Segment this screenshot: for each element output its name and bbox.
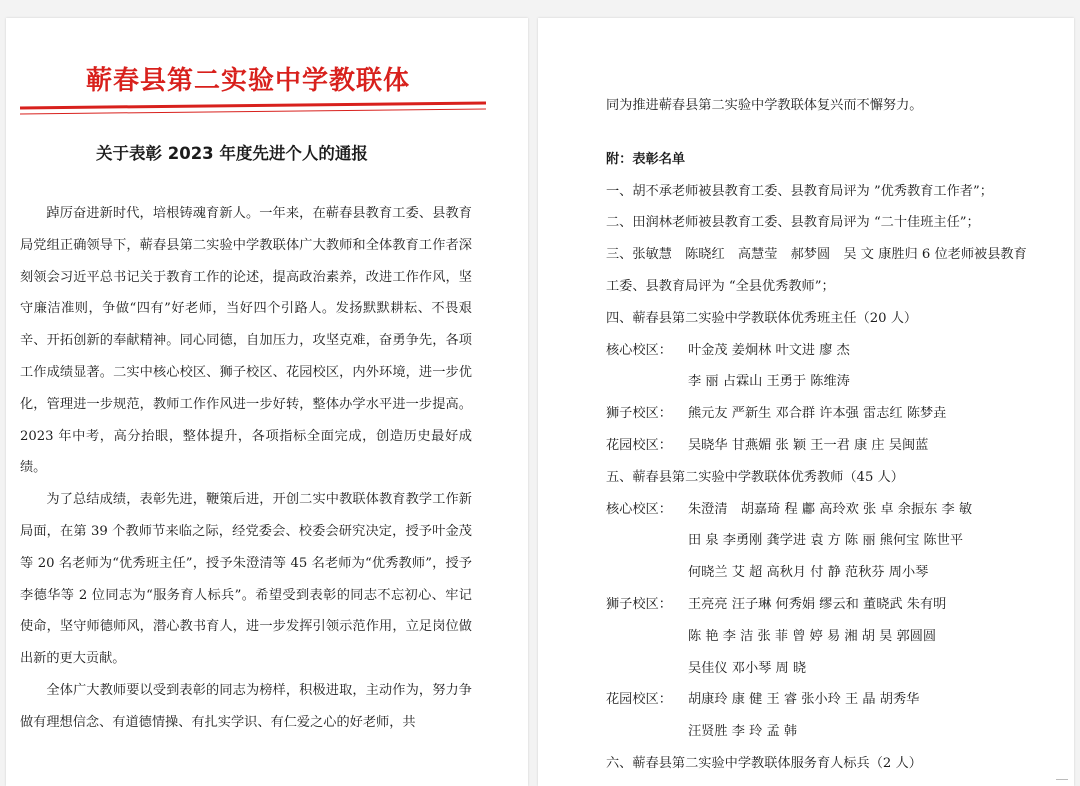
red-rule-thin xyxy=(20,109,486,115)
paragraph-3: 全体广大教师要以受到表彰的同志为榜样，积极进取，主动作为，努力争做有理想信念、有道德情操、有扎实学识、有仁爱之心的好老师，共 xyxy=(20,682,472,730)
campus-label: 狮子校区： xyxy=(606,596,672,612)
document-page-right xyxy=(538,18,1074,786)
item5-huayuan-campus xyxy=(606,684,1076,748)
name-line: 李 丽 占霖山 王勇于 陈维涛 xyxy=(688,374,850,390)
name-line: 王亮亮 汪子琳 何秀娟 缪云和 董晓武 朱有明 xyxy=(688,596,947,612)
item4-huayuan-campus xyxy=(606,430,1076,462)
name-line: 汪贤胜 李 玲 孟 韩 xyxy=(688,724,798,740)
name-line: 胡康玲 康 健 王 睿 张小玲 王 晶 胡秀华 xyxy=(688,692,920,708)
red-rule-thick xyxy=(20,102,486,110)
item4-core-campus xyxy=(606,335,1076,399)
award-item-3-line-1: 三、张敏慧 陈晓红 高慧莹 郝梦圆 吴 文 康胜归 6 位老师被县教育 xyxy=(606,247,1027,263)
name-line: 朱澄清 胡嘉琦 程 鄘 高玲欢 张 卓 余振东 李 敏 xyxy=(688,501,973,517)
name-list xyxy=(688,494,972,589)
document-page-left xyxy=(6,18,528,786)
item5-core-campus xyxy=(606,494,1076,589)
appendix-section xyxy=(606,90,1076,780)
name-list xyxy=(688,589,946,684)
item5-shizi-campus xyxy=(606,589,1076,684)
paragraph-2: 为了总结成绩，表彰先进，鞭策后进，开创二实中教联体教育教学工作新局面，在第 39 个教师节来临之际，经党委会、校委会研究决定，授予叶金茂等 20 名老师为“优秀班主任”，授予朱澄清等 45 名老师为“优秀教师”，授予李德华等 2 位同志为“服务育人标兵”。希望受到表彰的同志不忘初心、牢记使命，坚守师德师风，潜心教书育人，进一步发挥引领示范作用，立足岗位做出新的更大贡献。 xyxy=(20,492,472,667)
name-line: 田 泉 李勇刚 龚学进 袁 方 陈 丽 熊何宝 陈世平 xyxy=(688,533,964,549)
masthead: 蕲春县第二实验中学教联体 xyxy=(86,66,411,96)
name-list xyxy=(688,430,928,462)
campus-label: 花园校区： xyxy=(606,692,672,708)
award-item-4-heading: 四、蕲春县第二实验中学教联体优秀班主任（20 人） xyxy=(606,310,918,326)
award-item-6-heading: 六、蕲春县第二实验中学教联体服务育人标兵（2 人） xyxy=(606,755,922,771)
campus-label: 狮子校区： xyxy=(606,406,672,422)
document-body xyxy=(20,198,472,739)
name-list xyxy=(688,335,850,399)
item4-shizi-campus xyxy=(606,398,1076,430)
award-item-3-line-2: 工委、县教育局评为 “全县优秀教师”； xyxy=(606,278,835,294)
campus-label: 花园校区： xyxy=(606,437,672,453)
paragraph-1: 踔厉奋进新时代，培根铸魂育新人。一年来，在蕲春县教育工委、县教育局党组正确领导下，蕲春县第二实验中学教联体广大教师和全体教育工作者深刻领会习近平总书记关于教育工作的论述，提高政治素养，改进工作作风，坚守廉洁准则，争做“四有”好老师，当好四个引路人。发扬默默耕耘、不畏艰辛、开拓创新的奉献精神。同心同德，自加压力，攻坚克难，奋勇争先，各项工作成绩显著。二实中核心校区、狮子校区、花园校区，内外环境，进一步优化，管理进一步规范，教师工作作风进一步好转，整体办学水平进一步提高。2023 年中考，高分抬眼，整体提升，各项指标全面完成，创造历史最好成绩。 xyxy=(20,206,472,476)
name-line: 陈 艳 李 洁 张 菲 曾 婷 易 湘 胡 昊 郭圆圆 xyxy=(688,628,937,644)
award-item-2: 二、田润林老师被县教育工委、县教育局评为 “二十佳班主任”； xyxy=(606,215,980,231)
name-list xyxy=(688,684,919,748)
name-list xyxy=(688,398,946,430)
campus-label: 核心校区： xyxy=(606,501,672,517)
continuation-text: 同为推进蕲春县第二实验中学教联体复兴而不懈努力。 xyxy=(606,98,923,113)
name-line: 吴佳仪 邓小琴 周 晓 xyxy=(688,660,807,676)
name-line: 熊元友 严新生 邓合群 许本强 雷志红 陈梦垚 xyxy=(688,406,947,422)
campus-label: 核心校区： xyxy=(606,342,672,358)
award-item-5-heading: 五、蕲春县第二实验中学教联体优秀教师（45 人） xyxy=(606,469,904,485)
appendix-heading: 附：表彰名单 xyxy=(606,151,686,167)
award-item-1: 一、胡不承老师被县教育工委、县教育局评为 ”优秀教育工作者”； xyxy=(606,183,993,199)
page-corner-mark xyxy=(1056,773,1068,780)
name-line: 何晓兰 艾 超 高秋月 付 静 范秋芬 周小琴 xyxy=(688,565,929,581)
name-line: 叶金茂 姜炯林 叶文进 廖 杰 xyxy=(688,342,850,358)
document-title: 关于表彰 2023 年度先进个人的通报 xyxy=(96,144,368,163)
name-line: 吴晓华 甘燕媚 张 颖 王一君 康 庄 吴闽蓝 xyxy=(688,437,929,453)
